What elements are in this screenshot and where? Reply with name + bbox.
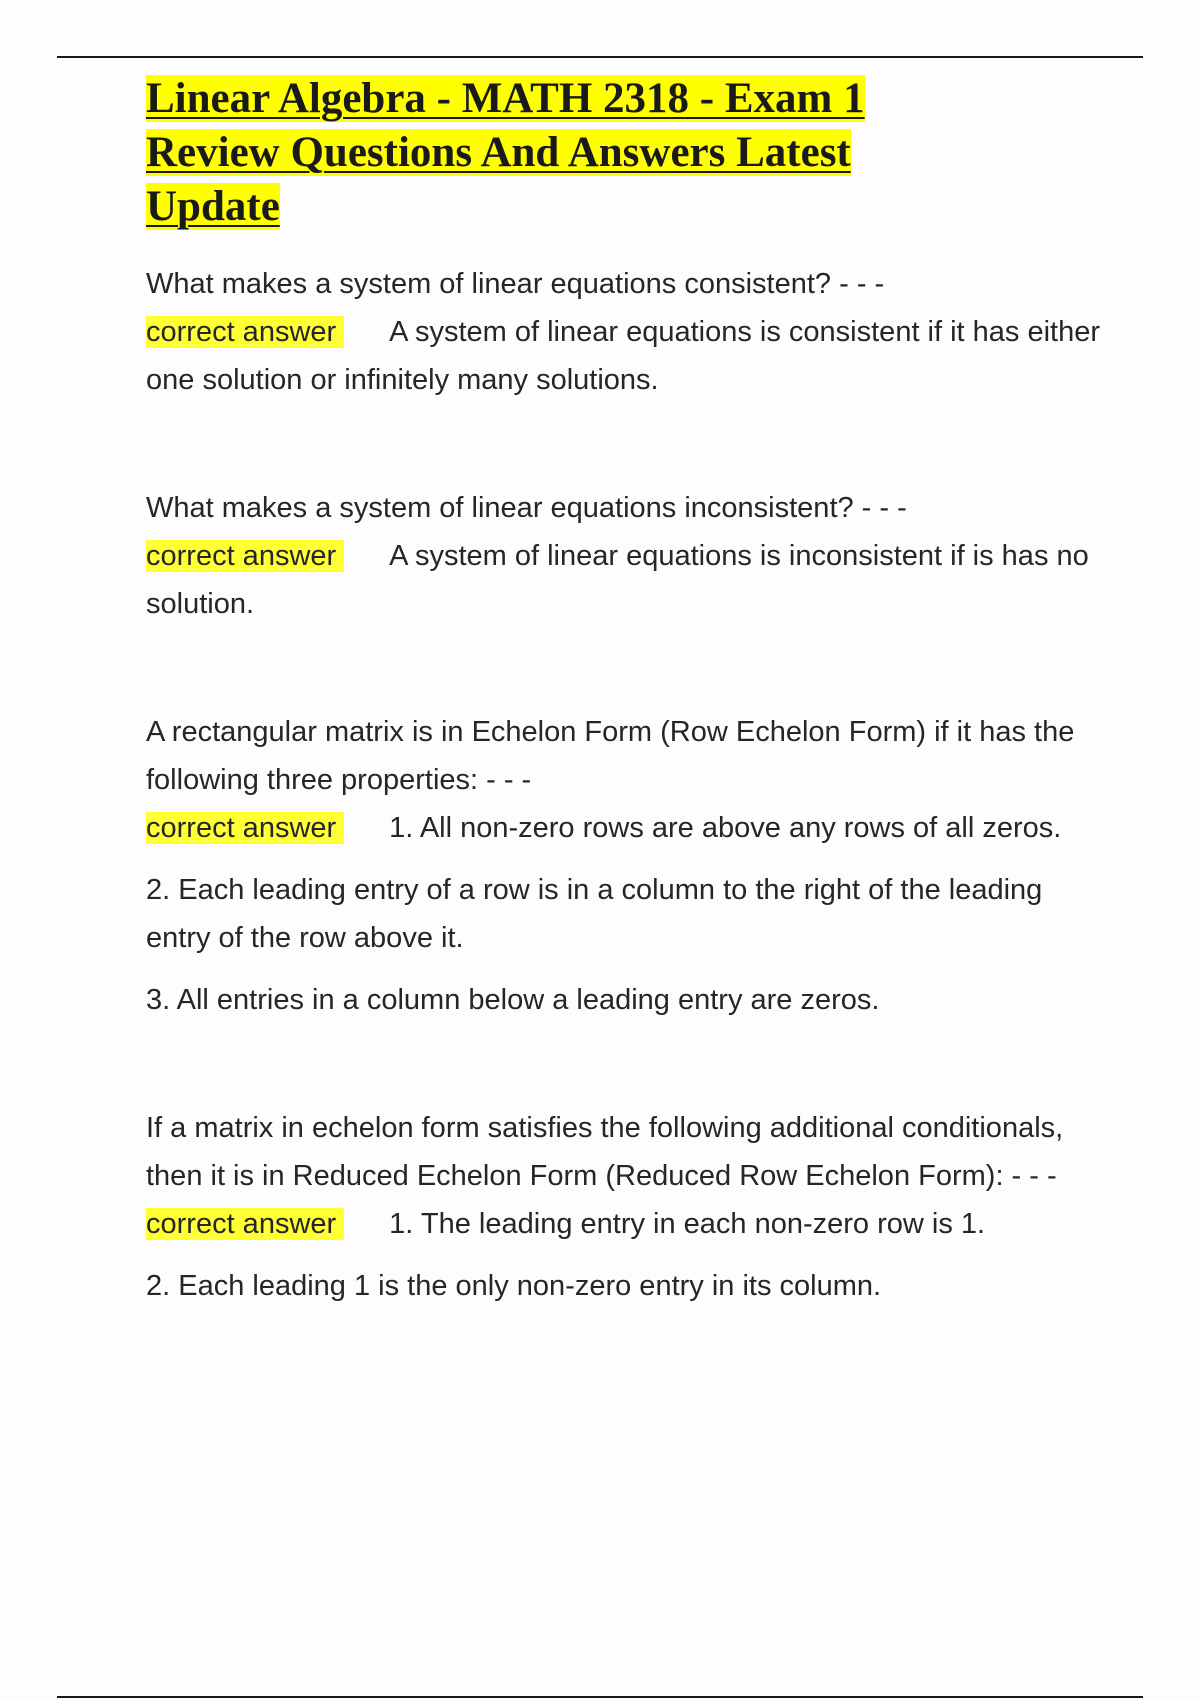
answer-text: A system of linear equations is consistent if it has either one solution or infinitely many solutions. xyxy=(146,316,1101,396)
question-text: A rectangular matrix is in Echelon Form (Row Echelon Form) if it has the following three properties: - - - xyxy=(146,716,1075,796)
qa-block-1 xyxy=(146,260,1106,404)
question-text: What makes a system of linear equations inconsistent? - - - xyxy=(146,492,907,524)
document-body xyxy=(146,72,1106,1310)
answer-list-item: 2. Each leading 1 is the only non-zero entry in its column. xyxy=(146,1270,882,1302)
answer-line xyxy=(146,1200,1106,1248)
question-text: What makes a system of linear equations consistent? - - - xyxy=(146,268,885,300)
answer-line xyxy=(146,308,1106,404)
correct-answer-label: correct answer xyxy=(146,540,344,572)
answer-list-item: 2. Each leading entry of a row is in a column to the right of the leading entry of the row above it. xyxy=(146,874,1043,954)
answer-line xyxy=(146,804,1106,852)
answer-line xyxy=(146,532,1106,628)
qa-block-3 xyxy=(146,708,1106,1024)
document-title-text: Linear Algebra - MATH 2318 - Exam 1 Review Questions And Answers Latest Update xyxy=(146,75,865,230)
question-text: If a matrix in echelon form satisfies the following additional conditionals, then it is in Reduced Echelon Form (Reduced Row Echelon Form): - - - xyxy=(146,1112,1064,1192)
correct-answer-label: correct answer xyxy=(146,812,344,844)
correct-answer-label: correct answer xyxy=(146,316,344,348)
answer-list-item: 3. All entries in a column below a leading entry are zeros. xyxy=(146,984,880,1016)
answer-text: 1. The leading entry in each non-zero row is 1. xyxy=(389,1208,986,1240)
qa-block-4 xyxy=(146,1104,1106,1310)
qa-block-2 xyxy=(146,484,1106,628)
answer-text: A system of linear equations is inconsistent if is has no solution. xyxy=(146,540,1089,620)
top-page-rule xyxy=(57,56,1143,58)
correct-answer-label: correct answer xyxy=(146,1208,344,1240)
bottom-page-rule xyxy=(57,1696,1143,1698)
document-title xyxy=(146,72,986,234)
answer-text: 1. All non-zero rows are above any rows of all zeros. xyxy=(389,812,1062,844)
